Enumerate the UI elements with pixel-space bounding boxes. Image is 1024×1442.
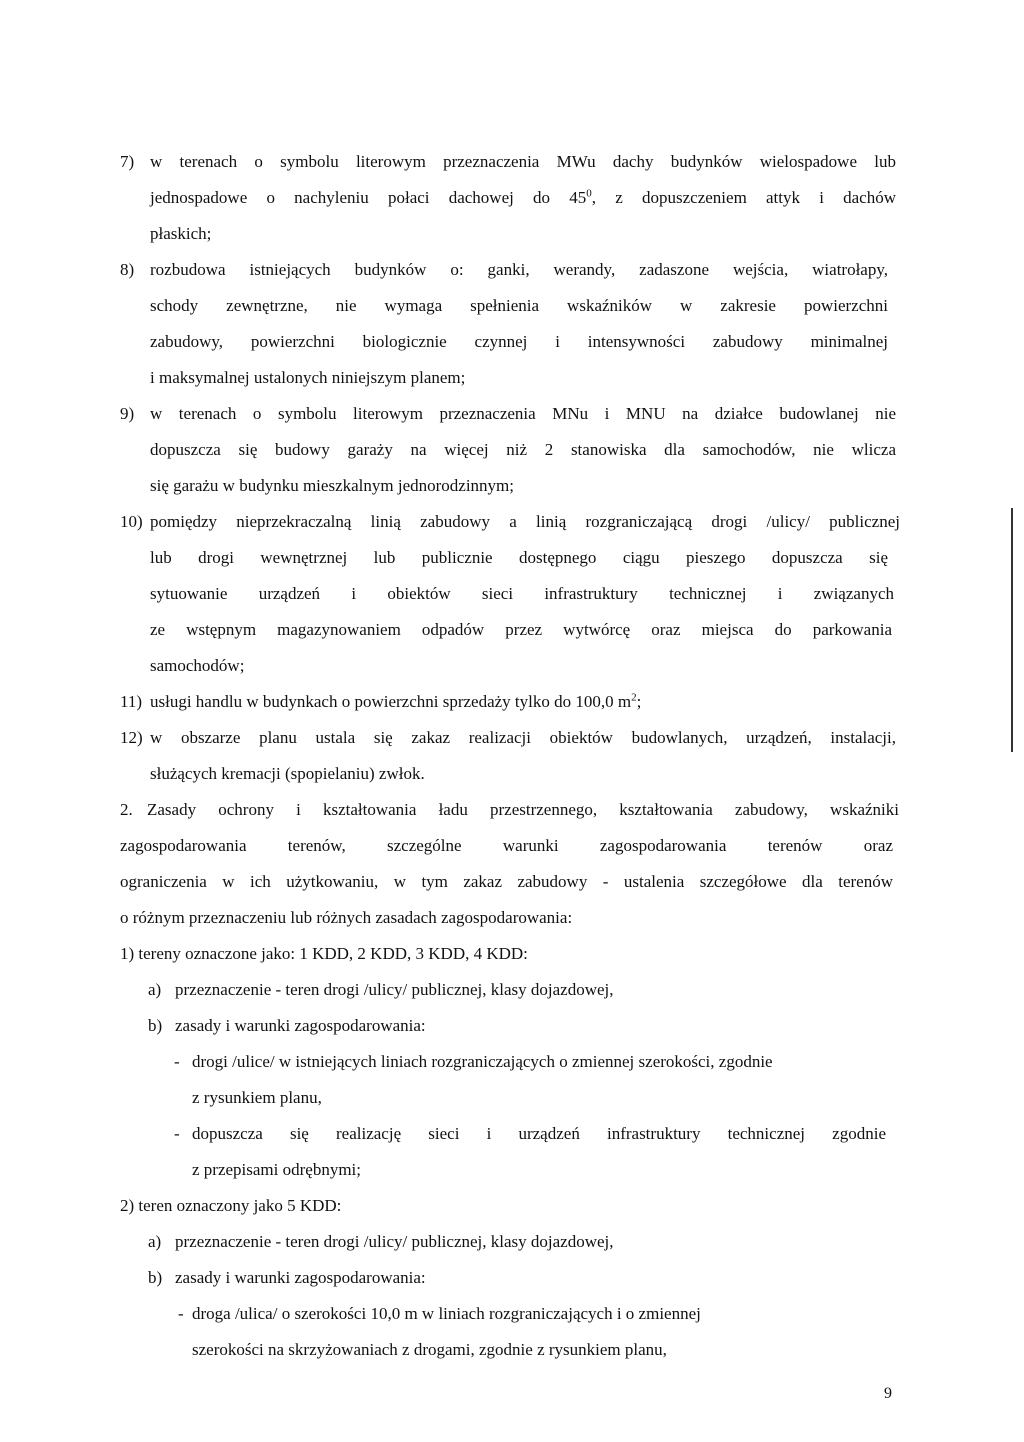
list-text: przeznaczenie - teren drogi /ulicy/ publicznej, klasy dojazdowej, [175,980,614,999]
list-text: zasady i warunki zagospodarowania: [175,1268,426,1287]
item-line: służących kremacji (spopielaniu) zwłok. [150,764,425,783]
margin-rule [1011,508,1013,752]
item-line: w terenach o symbolu literowym przeznaczenia MWu dachy budynków wielospadowe lub [150,152,896,171]
dash-bullet: - [174,1124,180,1143]
item-number: 10) [120,512,143,531]
item-line: lub drogi wewnętrznej lub publicznie dostępnego ciągu pieszego dopuszcza się [150,548,888,567]
superscript: 0 [586,187,592,200]
text-fragment: ; [636,692,642,711]
item-line: rozbudowa istniejących budynków o: ganki, werandy, zadaszone wejścia, wiatrołapy, [150,260,888,279]
dash-text: z rysunkiem planu, [192,1088,322,1107]
item-line: pomiędzy nieprzekraczalną linią zabudowy a linią rozgraniczającą drogi /ulicy/ publicznej [150,512,900,531]
section-number: 2. [120,800,133,819]
list-text: przeznaczenie - teren drogi /ulicy/ publicznej, klasy dojazdowej, [175,1232,614,1251]
subsection-title: 2) teren oznaczony jako 5 KDD: [120,1196,342,1215]
item-line: samochodów; [150,656,245,675]
item-line: w obszarze planu ustala się zakaz realizacji obiektów budowlanych, urządzeń, instalacji, [150,728,896,747]
item-line: i maksymalnej ustalonych niniejszym planem; [150,368,466,387]
text-fragment: , z dopuszczeniem attyk i dachów [591,188,896,207]
item-line: ze wstępnym magazynowaniem odpadów przez wytwórcę oraz miejsca do parkowania [150,620,892,639]
list-label: b) [148,1268,163,1287]
dash-bullet: - [174,1052,180,1071]
item-number: 9) [120,404,135,423]
item-line [150,693,641,710]
list-text: zasady i warunki zagospodarowania: [175,1016,426,1035]
list-label: a) [148,980,162,999]
item-line: schody zewnętrzne, nie wymaga spełnienia wskaźników w zakresie powierzchni [150,296,888,315]
list-label: b) [148,1016,163,1035]
item-line: w terenach o symbolu literowym przeznaczenia MNu i MNU na działce budowlanej nie [150,404,896,423]
list-label: a) [148,1232,162,1251]
section-line: ograniczenia w ich użytkowaniu, w tym zakaz zabudowy - ustalenia szczegółowe dla terenów [120,872,893,891]
section-line: zagospodarowania terenów, szczególne warunki zagospodarowania terenów oraz [120,836,893,855]
dash-text: dopuszcza się realizację sieci i urządzeń infrastruktury technicznej zgodnie [192,1124,886,1143]
item-line: sytuowanie urządzeń i obiektów sieci infrastruktury technicznej i związanych [150,584,894,603]
section-line: Zasady ochrony i kształtowania ładu przestrzennego, kształtowania zabudowy, wskaźniki [147,800,899,819]
item-number: 8) [120,260,135,279]
dash-bullet: - [178,1304,184,1323]
text-fragment: usługi handlu w budynkach o powierzchni sprzedaży tylko do 100,0 m [150,692,632,711]
item-number: 12) [120,728,143,747]
dash-text: drogi /ulice/ w istniejących liniach rozgraniczających o zmiennej szerokości, zgodnie [192,1052,773,1071]
item-line: dopuszcza się budowy garaży na więcej niż 2 stanowiska dla samochodów, nie wlicza [150,440,896,459]
item-line [150,189,896,206]
item-line: się garażu w budynku mieszkalnym jednorodzinnym; [150,476,514,495]
dash-text: droga /ulica/ o szerokości 10,0 m w liniach rozgraniczających i o zmiennej [192,1304,701,1323]
page-number: 9 [884,1385,892,1402]
dash-text: z przepisami odrębnymi; [192,1160,362,1179]
subsection-title: 1) tereny oznaczone jako: 1 KDD, 2 KDD, 3 KDD, 4 KDD: [120,944,528,963]
section-line: o różnym przeznaczeniu lub różnych zasadach zagospodarowania: [120,908,573,927]
item-number: 11) [120,692,143,711]
dash-text: szerokości na skrzyżowaniach z drogami, zgodnie z rysunkiem planu, [192,1340,667,1359]
item-number: 7) [120,152,135,171]
item-line: płaskich; [150,224,212,243]
item-line: zabudowy, powierzchni biologicznie czynnej i intensywności zabudowy minimalnej [150,332,888,351]
text-fragment: jednospadowe o nachyleniu połaci dachowej do 45 [150,188,587,207]
superscript: 2 [631,691,637,704]
